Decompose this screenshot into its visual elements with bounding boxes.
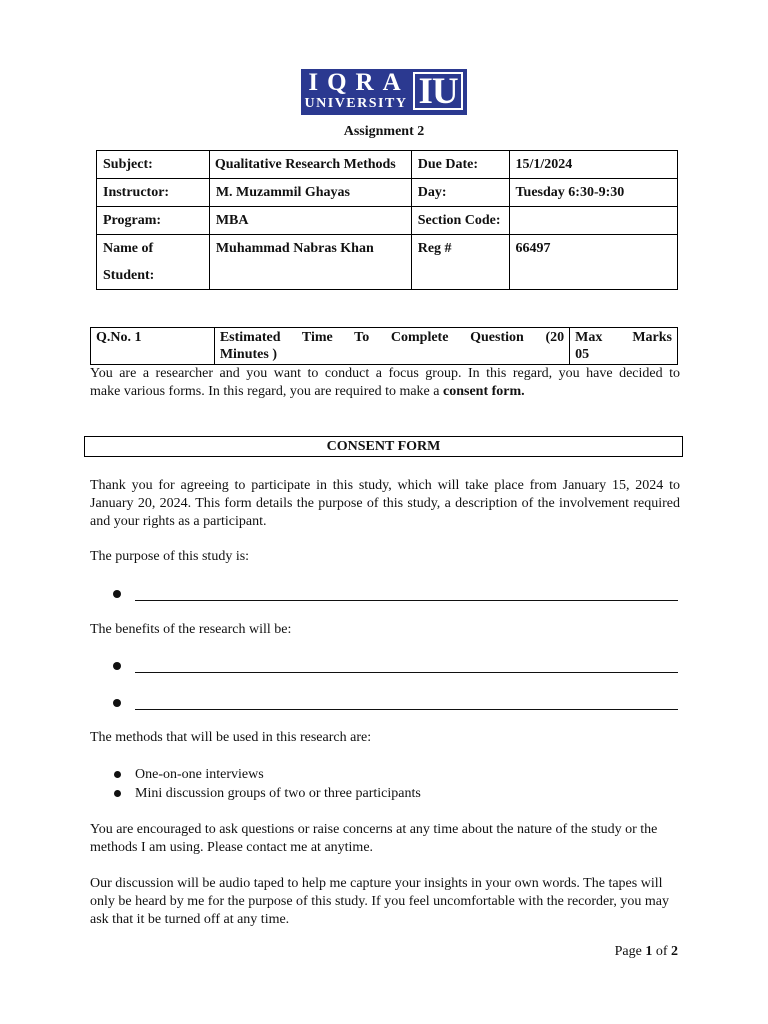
instructor-value: M. Muzammil Ghayas (209, 179, 411, 207)
table-row (97, 235, 678, 290)
purpose-label: The purpose of this study is: (90, 549, 250, 564)
instructions-paragraph: You are a researcher and you want to conduct a focus group. In this regard, you have decided to make various forms. In this regard, you are required to make a consent form. (90, 366, 680, 399)
logo-mark: IU (413, 72, 463, 110)
estimated-time: Estimated Time To Complete Question (20 Minutes ) (214, 328, 569, 365)
iqra-university-logo (301, 69, 467, 115)
purpose-answer-line (135, 600, 678, 601)
question-number: Q.No. 1 (91, 328, 215, 365)
logo-bottom-text: UNIVERSITY (304, 96, 408, 111)
methods-label: The methods that will be used in this research are: (90, 730, 372, 745)
bullet-icon (113, 699, 121, 707)
list-item: Mini discussion groups of two or three participants (135, 786, 421, 801)
program-label: Program: (97, 207, 210, 235)
list-item: One-on-one interviews (135, 767, 264, 782)
table-row (91, 328, 678, 365)
table-row (97, 151, 678, 179)
assignment-title: Assignment 2 (343, 124, 425, 139)
day-value: Tuesday 6:30-9:30 (509, 179, 678, 207)
due-date-value: 15/1/2024 (509, 151, 678, 179)
logo-top-text: IQRA (308, 69, 410, 96)
benefits-answer-line-1 (135, 672, 678, 673)
student-name-value: Muhammad Nabras Khan (209, 235, 411, 290)
page-number: Page 1 of 2 (614, 944, 678, 959)
subject-value: Qualitative Research Methods (209, 151, 411, 179)
program-value: MBA (209, 207, 411, 235)
section-code-value (509, 207, 678, 235)
question-header-table (90, 327, 678, 365)
reg-label: Reg # (411, 235, 509, 290)
bullet-icon (114, 771, 121, 778)
benefits-answer-line-2 (135, 709, 678, 710)
table-row (97, 179, 678, 207)
instructor-label: Instructor: (97, 179, 210, 207)
questions-paragraph: You are encouraged to ask questions or raise concerns at any time about the nature of the study or the methods I am using. Please contact me at anytime. (90, 822, 658, 855)
bullet-icon (113, 590, 121, 598)
bullet-icon (113, 662, 121, 670)
subject-label: Subject: (97, 151, 210, 179)
table-row (97, 207, 678, 235)
benefits-label: The benefits of the research will be: (90, 622, 292, 637)
reg-value: 66497 (509, 235, 678, 290)
day-label: Day: (411, 179, 509, 207)
intro-paragraph: Thank you for agreeing to participate in this study, which will take place from January 15, 2024 to January 20, 2024. This form details the purpose of this study, a description of the involvement required and your rights as a participant. (90, 478, 680, 529)
due-date-label: Due Date: (411, 151, 509, 179)
audio-paragraph: Our discussion will be audio taped to help me capture your insights in your own words. The tapes will only be heard by me for the purpose of this study. If you feel uncomfortable with the recorder, you may ask that it be turned off at any time. (90, 876, 669, 927)
student-name-label: Name of Student: (97, 235, 210, 290)
assignment-info-table (96, 150, 678, 290)
bullet-icon (114, 790, 121, 797)
consent-form-heading: CONSENT FORM (84, 436, 683, 457)
max-marks: Max Marks 05 (570, 328, 678, 365)
section-code-label: Section Code: (411, 207, 509, 235)
